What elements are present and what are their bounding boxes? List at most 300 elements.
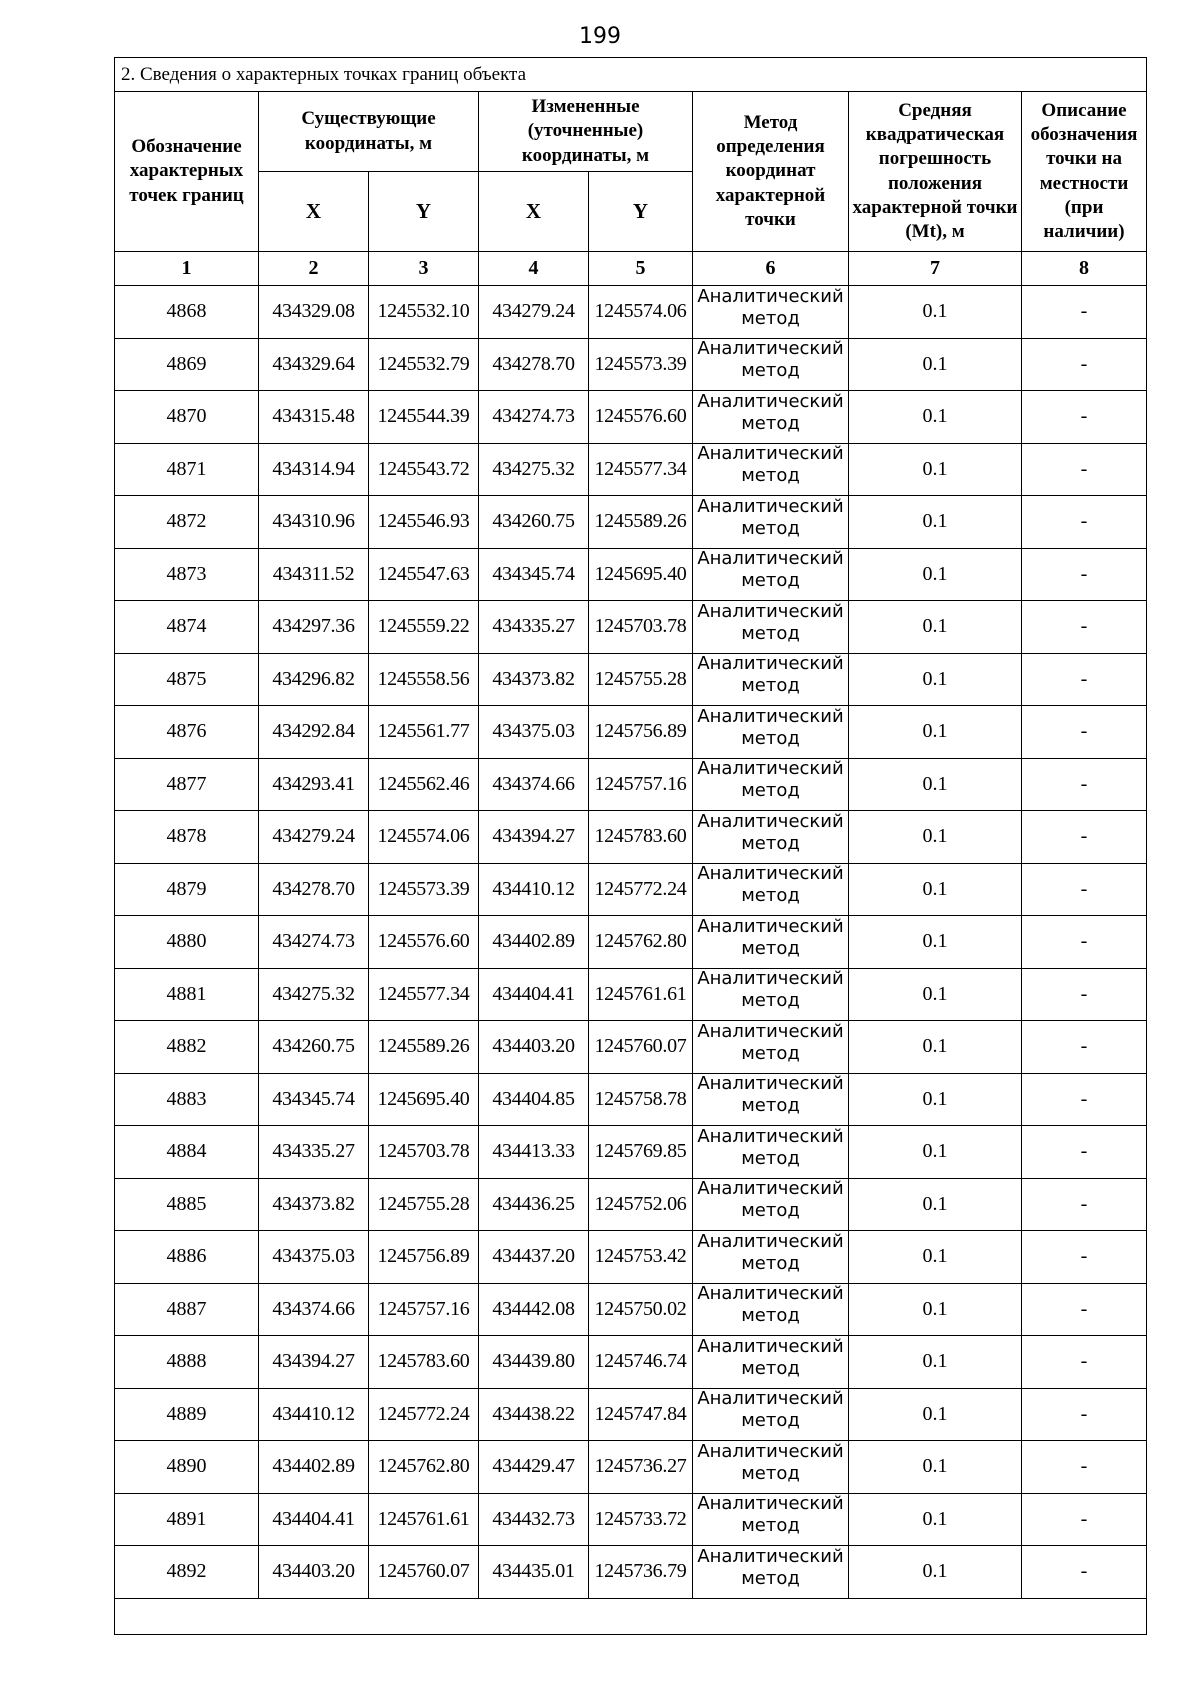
description-cell: - xyxy=(1022,1441,1147,1494)
empty-cell xyxy=(115,1598,1147,1634)
existing-x-cell: 434394.27 xyxy=(259,1336,369,1389)
column-number: 6 xyxy=(693,252,849,286)
method-line1: Аналитический xyxy=(697,338,844,360)
method-line1: Аналитический xyxy=(697,915,844,937)
changed-y-cell: 1245736.27 xyxy=(589,1441,693,1494)
changed-y-cell: 1245750.02 xyxy=(589,1283,693,1336)
point-id-cell: 4875 xyxy=(115,653,259,706)
header-method: Метод определения координат характерной точки xyxy=(693,92,849,252)
table-row xyxy=(115,811,1147,864)
changed-y-cell: 1245758.78 xyxy=(589,1073,693,1126)
header-point-designation: Обозначение характерных точек границ xyxy=(115,92,259,252)
error-cell: 0.1 xyxy=(849,706,1022,759)
table-row xyxy=(115,1126,1147,1179)
table-row xyxy=(115,1073,1147,1126)
table-row xyxy=(115,1021,1147,1074)
changed-y-cell: 1245747.84 xyxy=(589,1388,693,1441)
changed-x-cell: 434437.20 xyxy=(479,1231,589,1284)
method-line1: Аналитический xyxy=(697,1020,844,1042)
method-line1: Аналитический xyxy=(697,1125,844,1147)
method-line2: метод xyxy=(741,937,800,959)
method-line1: Аналитический xyxy=(697,1335,844,1357)
existing-x-cell: 434314.94 xyxy=(259,443,369,496)
existing-y-cell: 1245755.28 xyxy=(369,1178,479,1231)
changed-x-cell: 434439.80 xyxy=(479,1336,589,1389)
description-cell: - xyxy=(1022,443,1147,496)
existing-y-cell: 1245762.80 xyxy=(369,1441,479,1494)
changed-x-cell: 434278.70 xyxy=(479,338,589,391)
changed-y-cell: 1245573.39 xyxy=(589,338,693,391)
method-line2: метод xyxy=(741,727,800,749)
point-id-cell: 4884 xyxy=(115,1126,259,1179)
point-id-cell: 4879 xyxy=(115,863,259,916)
table-row xyxy=(115,1231,1147,1284)
error-cell: 0.1 xyxy=(849,863,1022,916)
existing-x-cell: 434374.66 xyxy=(259,1283,369,1336)
changed-x-cell: 434275.32 xyxy=(479,443,589,496)
method-line1: Аналитический xyxy=(697,600,844,622)
column-number-row xyxy=(115,252,1147,286)
point-id-cell: 4890 xyxy=(115,1441,259,1494)
method-cell xyxy=(693,1231,849,1284)
existing-x-cell: 434310.96 xyxy=(259,496,369,549)
error-cell: 0.1 xyxy=(849,1493,1022,1546)
description-cell: - xyxy=(1022,548,1147,601)
method-cell xyxy=(693,1493,849,1546)
table-row xyxy=(115,1546,1147,1599)
existing-y-cell: 1245544.39 xyxy=(369,391,479,444)
method-cell xyxy=(693,391,849,444)
description-cell: - xyxy=(1022,968,1147,1021)
changed-x-cell: 434436.25 xyxy=(479,1178,589,1231)
changed-y-cell: 1245576.60 xyxy=(589,391,693,444)
table-row xyxy=(115,338,1147,391)
changed-x-cell: 434373.82 xyxy=(479,653,589,706)
changed-y-cell: 1245589.26 xyxy=(589,496,693,549)
method-cell xyxy=(693,1178,849,1231)
method-line1: Аналитический xyxy=(697,1283,844,1305)
table-row xyxy=(115,863,1147,916)
changed-x-cell: 434438.22 xyxy=(479,1388,589,1441)
point-id-cell: 4872 xyxy=(115,496,259,549)
method-line1: Аналитический xyxy=(697,863,844,885)
error-cell: 0.1 xyxy=(849,1231,1022,1284)
changed-y-cell: 1245757.16 xyxy=(589,758,693,811)
method-line2: метод xyxy=(741,1042,800,1064)
existing-x-cell: 434329.64 xyxy=(259,338,369,391)
error-cell: 0.1 xyxy=(849,916,1022,969)
error-cell: 0.1 xyxy=(849,1546,1022,1599)
existing-y-cell: 1245589.26 xyxy=(369,1021,479,1074)
method-line1: Аналитический xyxy=(697,1178,844,1200)
method-cell xyxy=(693,916,849,969)
point-id-cell: 4885 xyxy=(115,1178,259,1231)
empty-row xyxy=(115,1598,1147,1634)
changed-x-cell: 434442.08 xyxy=(479,1283,589,1336)
point-id-cell: 4883 xyxy=(115,1073,259,1126)
point-id-cell: 4882 xyxy=(115,1021,259,1074)
point-id-cell: 4892 xyxy=(115,1546,259,1599)
changed-x-cell: 434404.85 xyxy=(479,1073,589,1126)
error-cell: 0.1 xyxy=(849,1178,1022,1231)
method-line1: Аналитический xyxy=(697,548,844,570)
method-line1: Аналитический xyxy=(697,1545,844,1567)
existing-x-cell: 434279.24 xyxy=(259,811,369,864)
existing-x-cell: 434335.27 xyxy=(259,1126,369,1179)
changed-x-cell: 434402.89 xyxy=(479,916,589,969)
changed-y-cell: 1245753.42 xyxy=(589,1231,693,1284)
method-line1: Аналитический xyxy=(697,285,844,307)
error-cell: 0.1 xyxy=(849,496,1022,549)
table-body xyxy=(115,286,1147,1599)
method-line2: метод xyxy=(741,780,800,802)
table-row xyxy=(115,1388,1147,1441)
column-number: 8 xyxy=(1022,252,1147,286)
table-row xyxy=(115,706,1147,759)
page-number: 199 xyxy=(579,24,621,49)
method-line2: метод xyxy=(741,832,800,854)
table-row xyxy=(115,1283,1147,1336)
changed-x-cell: 434345.74 xyxy=(479,548,589,601)
description-cell: - xyxy=(1022,653,1147,706)
existing-x-cell: 434275.32 xyxy=(259,968,369,1021)
method-line2: метод xyxy=(741,1567,800,1589)
error-cell: 0.1 xyxy=(849,601,1022,654)
method-cell xyxy=(693,286,849,339)
changed-y-cell: 1245703.78 xyxy=(589,601,693,654)
changed-y-cell: 1245755.28 xyxy=(589,653,693,706)
existing-x-cell: 434278.70 xyxy=(259,863,369,916)
method-cell xyxy=(693,1021,849,1074)
existing-y-cell: 1245772.24 xyxy=(369,1388,479,1441)
changed-y-cell: 1245762.80 xyxy=(589,916,693,969)
description-cell: - xyxy=(1022,863,1147,916)
method-line1: Аналитический xyxy=(697,443,844,465)
header-changed-x: X xyxy=(479,172,589,252)
method-line2: метод xyxy=(741,307,800,329)
method-cell xyxy=(693,811,849,864)
method-cell xyxy=(693,653,849,706)
changed-y-cell: 1245752.06 xyxy=(589,1178,693,1231)
method-line1: Аналитический xyxy=(697,1230,844,1252)
description-cell: - xyxy=(1022,1231,1147,1284)
changed-y-cell: 1245783.60 xyxy=(589,811,693,864)
existing-y-cell: 1245559.22 xyxy=(369,601,479,654)
header-changed-coordinates: Измененные (уточненные) координаты, м xyxy=(479,92,693,172)
method-line2: метод xyxy=(741,465,800,487)
point-id-cell: 4868 xyxy=(115,286,259,339)
method-line2: метод xyxy=(741,412,800,434)
method-cell xyxy=(693,1336,849,1389)
existing-x-cell: 434403.20 xyxy=(259,1546,369,1599)
point-id-cell: 4889 xyxy=(115,1388,259,1441)
method-cell xyxy=(693,1073,849,1126)
existing-y-cell: 1245760.07 xyxy=(369,1546,479,1599)
method-line1: Аналитический xyxy=(697,1073,844,1095)
existing-y-cell: 1245574.06 xyxy=(369,811,479,864)
error-cell: 0.1 xyxy=(849,653,1022,706)
method-line1: Аналитический xyxy=(697,390,844,412)
error-cell: 0.1 xyxy=(849,391,1022,444)
changed-y-cell: 1245577.34 xyxy=(589,443,693,496)
description-cell: - xyxy=(1022,1073,1147,1126)
point-id-cell: 4888 xyxy=(115,1336,259,1389)
existing-y-cell: 1245703.78 xyxy=(369,1126,479,1179)
table-row xyxy=(115,916,1147,969)
column-number: 2 xyxy=(259,252,369,286)
point-id-cell: 4876 xyxy=(115,706,259,759)
existing-x-cell: 434315.48 xyxy=(259,391,369,444)
description-cell: - xyxy=(1022,1336,1147,1389)
description-cell: - xyxy=(1022,706,1147,759)
error-cell: 0.1 xyxy=(849,1388,1022,1441)
existing-y-cell: 1245558.56 xyxy=(369,653,479,706)
table-row xyxy=(115,1493,1147,1546)
table-row xyxy=(115,443,1147,496)
description-cell: - xyxy=(1022,601,1147,654)
existing-x-cell: 434345.74 xyxy=(259,1073,369,1126)
description-cell: - xyxy=(1022,1021,1147,1074)
method-cell xyxy=(693,863,849,916)
table-row xyxy=(115,601,1147,654)
column-number: 7 xyxy=(849,252,1022,286)
description-cell: - xyxy=(1022,1493,1147,1546)
error-cell: 0.1 xyxy=(849,1336,1022,1389)
changed-x-cell: 434432.73 xyxy=(479,1493,589,1546)
header-mean-square-error: Средняя квадратическая погрешность положения характерной точки (Mt), м xyxy=(849,92,1022,252)
point-id-cell: 4881 xyxy=(115,968,259,1021)
point-id-cell: 4891 xyxy=(115,1493,259,1546)
changed-x-cell: 434374.66 xyxy=(479,758,589,811)
header-existing-x: X xyxy=(259,172,369,252)
point-id-cell: 4878 xyxy=(115,811,259,864)
description-cell: - xyxy=(1022,916,1147,969)
changed-x-cell: 434435.01 xyxy=(479,1546,589,1599)
method-line2: метод xyxy=(741,1305,800,1327)
method-line1: Аналитический xyxy=(697,705,844,727)
changed-y-cell: 1245756.89 xyxy=(589,706,693,759)
method-line2: метод xyxy=(741,990,800,1012)
existing-x-cell: 434402.89 xyxy=(259,1441,369,1494)
existing-x-cell: 434311.52 xyxy=(259,548,369,601)
column-number: 5 xyxy=(589,252,693,286)
point-id-cell: 4886 xyxy=(115,1231,259,1284)
method-line1: Аналитический xyxy=(697,1440,844,1462)
error-cell: 0.1 xyxy=(849,443,1022,496)
point-id-cell: 4869 xyxy=(115,338,259,391)
changed-x-cell: 434375.03 xyxy=(479,706,589,759)
existing-x-cell: 434260.75 xyxy=(259,1021,369,1074)
error-cell: 0.1 xyxy=(849,758,1022,811)
changed-y-cell: 1245695.40 xyxy=(589,548,693,601)
method-line2: метод xyxy=(741,360,800,382)
method-line2: метод xyxy=(741,1515,800,1537)
method-cell xyxy=(693,1388,849,1441)
error-cell: 0.1 xyxy=(849,338,1022,391)
section-title: 2. Сведения о характерных точках границ объекта xyxy=(115,58,1147,92)
method-line2: метод xyxy=(741,622,800,644)
description-cell: - xyxy=(1022,1178,1147,1231)
changed-y-cell: 1245574.06 xyxy=(589,286,693,339)
method-line2: метод xyxy=(741,885,800,907)
error-cell: 0.1 xyxy=(849,286,1022,339)
method-line2: метод xyxy=(741,1252,800,1274)
existing-y-cell: 1245695.40 xyxy=(369,1073,479,1126)
existing-y-cell: 1245573.39 xyxy=(369,863,479,916)
column-number: 1 xyxy=(115,252,259,286)
table-row xyxy=(115,548,1147,601)
point-id-cell: 4871 xyxy=(115,443,259,496)
method-cell xyxy=(693,1546,849,1599)
existing-x-cell: 434292.84 xyxy=(259,706,369,759)
error-cell: 0.1 xyxy=(849,1441,1022,1494)
table-row xyxy=(115,968,1147,1021)
existing-y-cell: 1245532.79 xyxy=(369,338,479,391)
method-cell xyxy=(693,968,849,1021)
method-line1: Аналитический xyxy=(697,1388,844,1410)
method-line2: метод xyxy=(741,675,800,697)
method-line2: метод xyxy=(741,1410,800,1432)
method-cell xyxy=(693,1441,849,1494)
description-cell: - xyxy=(1022,338,1147,391)
description-cell: - xyxy=(1022,286,1147,339)
header-changed-y: Y xyxy=(589,172,693,252)
changed-x-cell: 434260.75 xyxy=(479,496,589,549)
method-cell xyxy=(693,1126,849,1179)
point-id-cell: 4870 xyxy=(115,391,259,444)
method-line1: Аналитический xyxy=(697,810,844,832)
existing-x-cell: 434297.36 xyxy=(259,601,369,654)
table-row xyxy=(115,758,1147,811)
column-number: 4 xyxy=(479,252,589,286)
changed-y-cell: 1245736.79 xyxy=(589,1546,693,1599)
table-row xyxy=(115,1441,1147,1494)
existing-x-cell: 434329.08 xyxy=(259,286,369,339)
method-line2: метод xyxy=(741,517,800,539)
existing-y-cell: 1245547.63 xyxy=(369,548,479,601)
method-cell xyxy=(693,443,849,496)
error-cell: 0.1 xyxy=(849,1283,1022,1336)
point-id-cell: 4887 xyxy=(115,1283,259,1336)
description-cell: - xyxy=(1022,1546,1147,1599)
method-line2: метод xyxy=(741,570,800,592)
method-cell xyxy=(693,758,849,811)
table-row xyxy=(115,286,1147,339)
method-line1: Аналитический xyxy=(697,495,844,517)
table-row xyxy=(115,1178,1147,1231)
table-row xyxy=(115,1336,1147,1389)
description-cell: - xyxy=(1022,1388,1147,1441)
header-existing-y: Y xyxy=(369,172,479,252)
existing-x-cell: 434293.41 xyxy=(259,758,369,811)
description-cell: - xyxy=(1022,1283,1147,1336)
existing-y-cell: 1245562.46 xyxy=(369,758,479,811)
existing-y-cell: 1245761.61 xyxy=(369,1493,479,1546)
method-line2: метод xyxy=(741,1462,800,1484)
method-cell xyxy=(693,706,849,759)
existing-x-cell: 434410.12 xyxy=(259,1388,369,1441)
method-cell xyxy=(693,338,849,391)
changed-x-cell: 434279.24 xyxy=(479,286,589,339)
method-line1: Аналитический xyxy=(697,758,844,780)
existing-x-cell: 434404.41 xyxy=(259,1493,369,1546)
description-cell: - xyxy=(1022,811,1147,864)
header-existing-coordinates: Существующие координаты, м xyxy=(259,92,479,172)
changed-x-cell: 434413.33 xyxy=(479,1126,589,1179)
existing-y-cell: 1245561.77 xyxy=(369,706,479,759)
existing-x-cell: 434296.82 xyxy=(259,653,369,706)
existing-y-cell: 1245577.34 xyxy=(369,968,479,1021)
error-cell: 0.1 xyxy=(849,1073,1022,1126)
changed-y-cell: 1245772.24 xyxy=(589,863,693,916)
error-cell: 0.1 xyxy=(849,811,1022,864)
method-line2: метод xyxy=(741,1200,800,1222)
changed-y-cell: 1245746.74 xyxy=(589,1336,693,1389)
existing-y-cell: 1245546.93 xyxy=(369,496,479,549)
error-cell: 0.1 xyxy=(849,1126,1022,1179)
point-id-cell: 4877 xyxy=(115,758,259,811)
method-line1: Аналитический xyxy=(697,1493,844,1515)
error-cell: 0.1 xyxy=(849,968,1022,1021)
method-line1: Аналитический xyxy=(697,653,844,675)
changed-x-cell: 434429.47 xyxy=(479,1441,589,1494)
description-cell: - xyxy=(1022,758,1147,811)
method-line2: метод xyxy=(741,1357,800,1379)
changed-x-cell: 434274.73 xyxy=(479,391,589,444)
changed-x-cell: 434335.27 xyxy=(479,601,589,654)
description-cell: - xyxy=(1022,391,1147,444)
method-line1: Аналитический xyxy=(697,968,844,990)
table-row xyxy=(115,391,1147,444)
changed-y-cell: 1245760.07 xyxy=(589,1021,693,1074)
boundary-points-table xyxy=(114,57,1147,1635)
method-cell xyxy=(693,548,849,601)
method-cell xyxy=(693,601,849,654)
existing-y-cell: 1245576.60 xyxy=(369,916,479,969)
point-id-cell: 4874 xyxy=(115,601,259,654)
description-cell: - xyxy=(1022,1126,1147,1179)
changed-x-cell: 434404.41 xyxy=(479,968,589,1021)
existing-x-cell: 434274.73 xyxy=(259,916,369,969)
changed-x-cell: 434403.20 xyxy=(479,1021,589,1074)
description-cell: - xyxy=(1022,496,1147,549)
existing-y-cell: 1245756.89 xyxy=(369,1231,479,1284)
method-cell xyxy=(693,1283,849,1336)
method-line2: метод xyxy=(741,1147,800,1169)
existing-x-cell: 434375.03 xyxy=(259,1231,369,1284)
changed-y-cell: 1245761.61 xyxy=(589,968,693,1021)
existing-y-cell: 1245757.16 xyxy=(369,1283,479,1336)
changed-x-cell: 434410.12 xyxy=(479,863,589,916)
changed-y-cell: 1245769.85 xyxy=(589,1126,693,1179)
existing-y-cell: 1245532.10 xyxy=(369,286,479,339)
existing-y-cell: 1245543.72 xyxy=(369,443,479,496)
point-id-cell: 4873 xyxy=(115,548,259,601)
method-line2: метод xyxy=(741,1095,800,1117)
changed-x-cell: 434394.27 xyxy=(479,811,589,864)
method-cell xyxy=(693,496,849,549)
header-description: Описание обозначения точки на местности (при наличии) xyxy=(1022,92,1147,252)
error-cell: 0.1 xyxy=(849,1021,1022,1074)
existing-y-cell: 1245783.60 xyxy=(369,1336,479,1389)
changed-y-cell: 1245733.72 xyxy=(589,1493,693,1546)
column-number: 3 xyxy=(369,252,479,286)
table-row xyxy=(115,653,1147,706)
point-id-cell: 4880 xyxy=(115,916,259,969)
error-cell: 0.1 xyxy=(849,548,1022,601)
existing-x-cell: 434373.82 xyxy=(259,1178,369,1231)
table-row xyxy=(115,496,1147,549)
